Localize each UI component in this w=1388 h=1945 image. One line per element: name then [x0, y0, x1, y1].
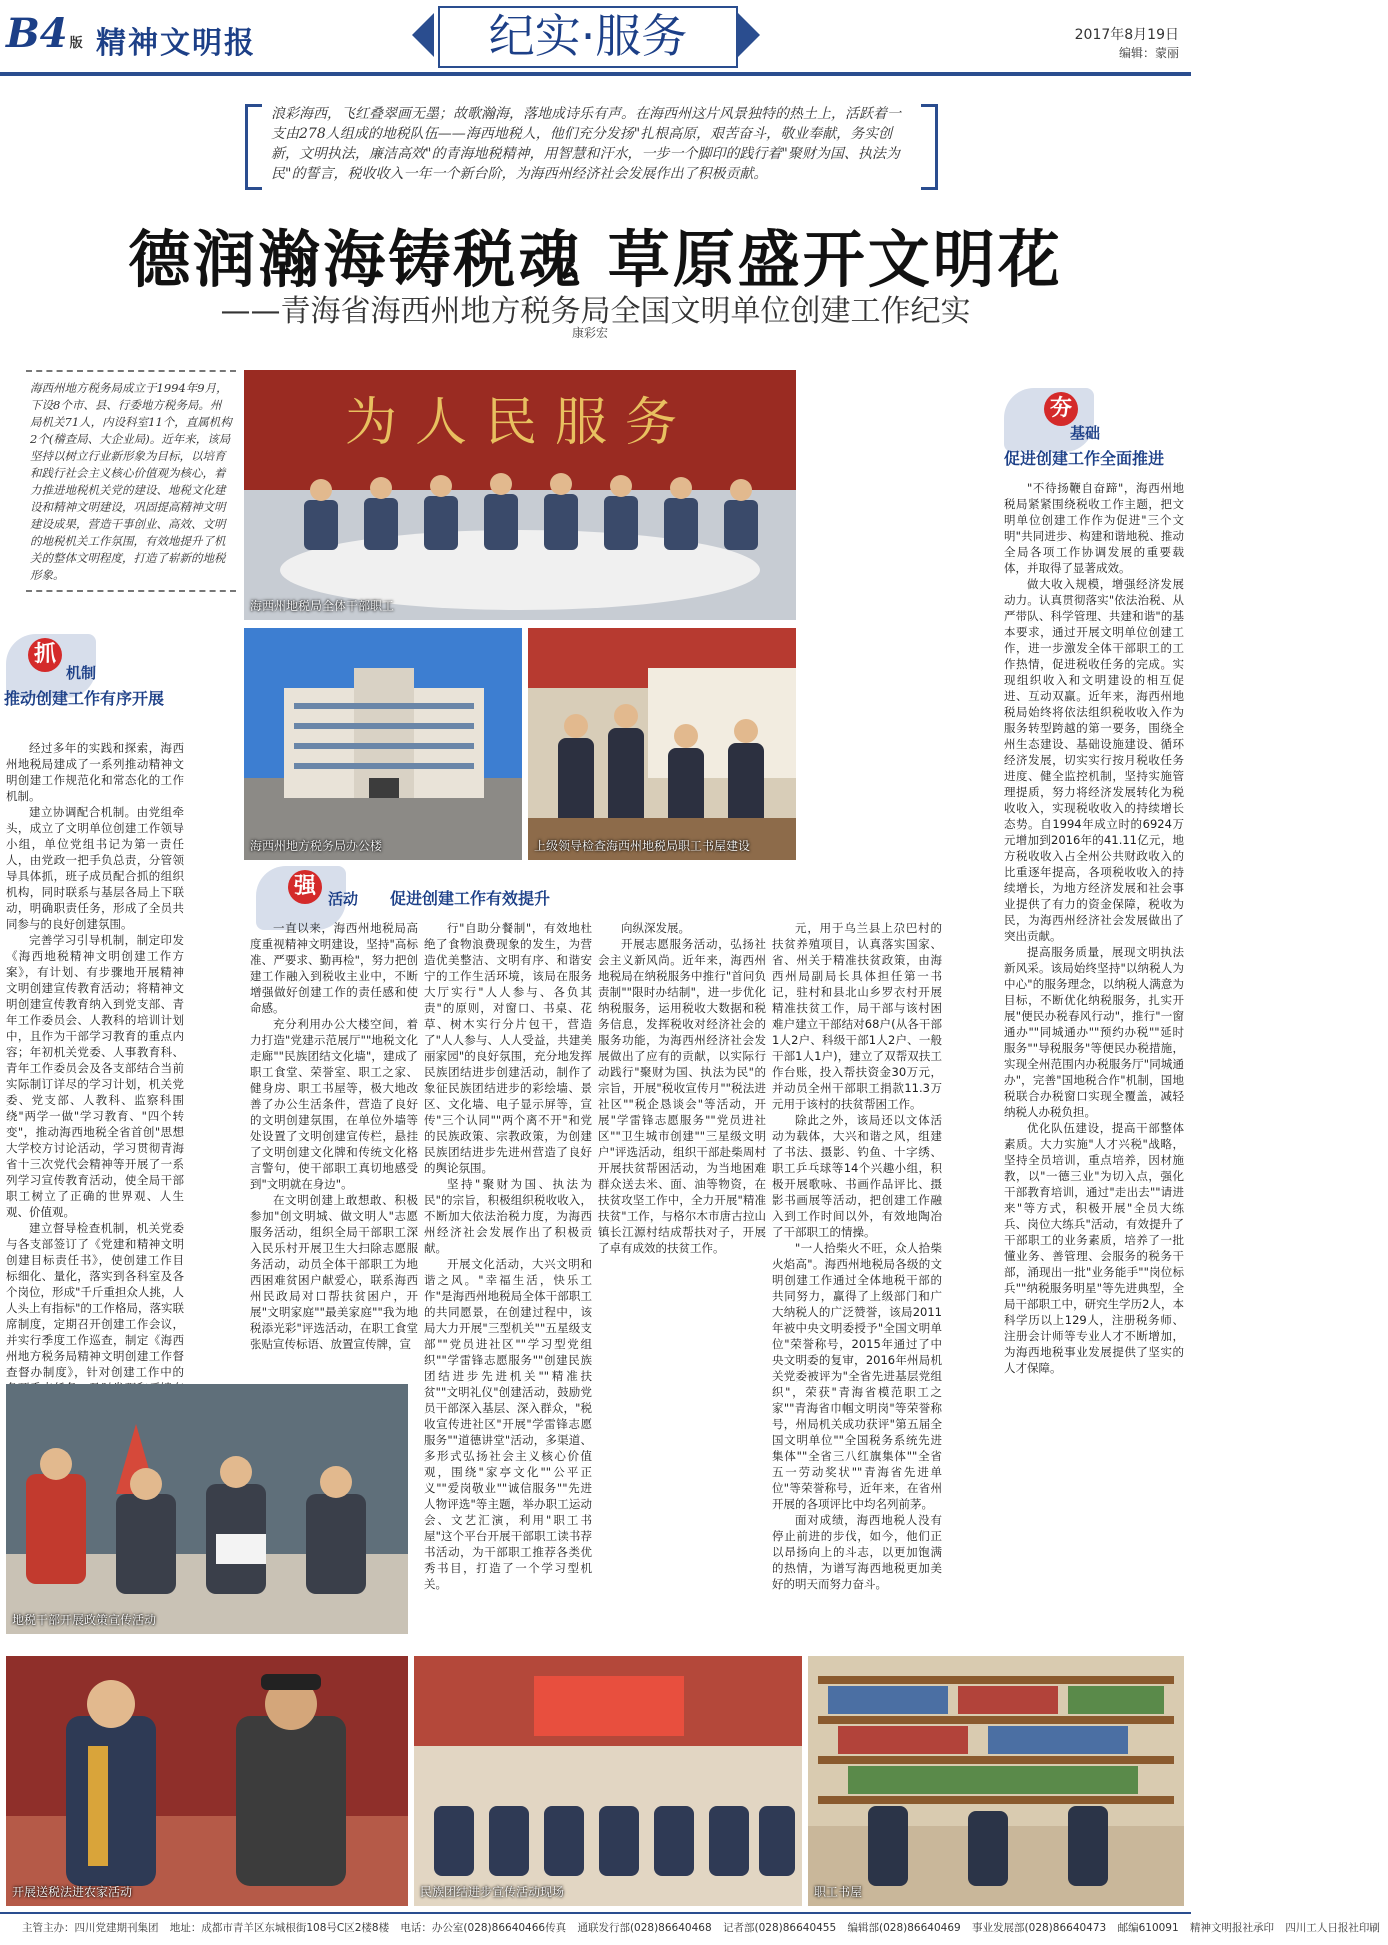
footer-item: 邮编610091 [1117, 1922, 1179, 1934]
section-badge: 强 [288, 870, 322, 904]
photo-caption: 上级领导检查海西州地税局职工书屋建设 [534, 839, 751, 853]
summary-box [26, 370, 236, 592]
author-byline: 康彩宏 [572, 326, 609, 340]
footer-item: 主管主办：四川党建期刊集团 [22, 1922, 159, 1934]
svg-text:为人民服务: 为人民服务 [344, 393, 696, 453]
paragraph: 行"自助分餐制"，有效地杜绝了食物浪费现象的发生，为营造优美整洁、文明有序、和谐安宁的工作生活环境，该局在服务大厅实行"人人参与、各负其责"的原则，对窗口、书桌、花草、树木实行分片包干，营造了"人人参与、人人受益，共建美丽家园"的良好氛围，充分地发挥民族团结进步创建活动，制作了象征民族团结进步的彩绘墙、景区、文化墙、电子显示屏等，宣传"三个认同""两个离不开"和党的民族政策、宗教政策，为创建民族团结进步先进州营造了良好的舆论氛围。 [424, 921, 592, 1175]
promotion-illustration [6, 1384, 408, 1634]
section-word: 活动 [328, 890, 359, 908]
paragraph: 做大收入规模，增强经济发展动力。认真贯彻落实"依法治税、从严带队、科学管理、共建和谐"的基本要求，通过开展文明单位创建工作，进一步激发全体干部职工的工作热情，促进税收任务的完成。实现组织收入和文明建设的相互促进、互动双赢。近年来，海西州地税局始终将依法组织税收收入作为服务转型跨越的第一要务，围绕全州生态建设、基础设施建设、循环经济发展，切实实行按月税收任务进度、健全监控机制，坚持实施管理提质，努力将经济发展转化为税收收入，实现税收收入的持续增长态势。自1994年成立时的6924万元增加到2016年的41.11亿元，地方税收收入占全州公共财政收入的比重逐年提高，各项税收收入的持续增长，为地方经济发展和社会事业提供了有力的资金保障，税收为民，为海西州经济社会发展做出了突出贡献。 [1004, 577, 1184, 943]
footer-item: 四川工人日报社印刷 [1285, 1922, 1380, 1934]
visit-illustration [6, 1656, 408, 1906]
photo-unity-event [414, 1656, 802, 1906]
section-title: 促进创建工作全面推进 [1004, 449, 1165, 468]
page-suffix: 版 [69, 36, 83, 51]
footer-item: 地址：成都市青羊区东城根街108号C区2楼8楼 [169, 1922, 390, 1934]
newspaper-logo: 精神文明报 [96, 26, 256, 61]
photo-staff-library [808, 1656, 1184, 1906]
footer-item: 记者部(028)86640455 [722, 1922, 837, 1934]
photo-policy-promotion [6, 1384, 408, 1634]
page-footer [0, 1912, 1380, 1945]
photo-caption: 海西州地税局全体干部职工 [250, 599, 395, 613]
paragraph: 提高服务质量，展现文明执法新风采。该局始终坚持"以纳税人为中心"的服务理念，以纳税人满意为目标，不断优化纳税服务，扎实开展"便民办税春风行动"，推行"一窗通办""同城通办""预约办税""延时服务""导税服务"等便民办税措施，实现全州范围内办税服务厅"同城通办"，完善"国地税合作"机制，国地税联合办税窗口实现全覆盖，减轻纳税人办税负担。 [1004, 945, 1184, 1119]
paragraph: 开展志愿服务活动，弘扬社会主义新风尚。近年来，海西州地税局在纳税服务中推行"首问负责制""限时办结制"，进一步优化纳税服务，运用税收大数据和税务信息，发挥税收对经济社会的服务功能，为海西州经济社会发展做出了应有的贡献，以实际行动践行"聚财为国、执法为民"的宗旨，开展"税收宣传月""税法进社区""税企恳谈会"等活动，开展"学雷锋志愿服务""党员进社区""卫生城市创建""三星级文明户"评选活动，组织干部赴柴周村开展扶贫帮困活动，为当地困难群众送去米、面、油等物资，在扶贫攻坚工作中，全力开展"精准扶贫"工作，与格尔木市唐古拉山镇长江源村结成帮扶对子，开展了卓有成效的扶贫工作。 [598, 937, 766, 1255]
paragraph: 元，用于乌兰县上尕巴村的扶贫养殖项目，认真落实国家、省、州关于精准扶贫政策，由海西州局副局长具体担任第一书记，驻村和县北山乡罗衣村开展精准扶贫工作，局干部与该村困难户建立干部结对68户(从各干部1人2户、科级干部1人2户、一般干部1人1户)，建立了双帮双扶工作台账，投入帮扶资金30万元，并动员全州干部职工捐款11.3万元用于该村的扶贫帮困工作。 [772, 921, 942, 1111]
text-column-3 [424, 920, 592, 1640]
text-column-4 [598, 920, 766, 1640]
headline: 德润瀚海铸税魂 草原盛开文明花 [128, 223, 1063, 296]
editor-credit: 编辑：蒙丽 [1118, 46, 1179, 60]
footer-item: 精神文明报社承印 [1190, 1922, 1275, 1934]
paragraph: 开展文化活动，大兴文明和谐之风。"幸福生活，快乐工作"是海西州地税局全体干部职工的共同愿景，在创建过程中，该局大力开展"三型机关""五星级支部""党员进社区""学习型党组织""学雷锋志愿服务""创建民族团结进步先进机关""精准扶贫""文明礼仪"创建活动，鼓励党员干部深入基层、深入群众，"税收宣传进社区"开展"学雷锋志愿服务""道德讲堂"活动，多渠道、多形式弘扬社会主义核心价值观，围绕"家亭文化""公平正义""爱岗敬业""诚信服务""先进人物评选"等主题，举办职工运动会、文艺汇演，利用"职工书屋"这个平台开展干部职工读书荐书活动，为干部职工推荐各类优秀书目，打造了一个学习型机关。 [424, 1257, 592, 1591]
text-column-1 [6, 740, 184, 1379]
footer-item: 电话：办公室(028)86640466传真 [400, 1922, 567, 1934]
text-column-6 [1004, 480, 1184, 1660]
paragraph: 完善学习引导机制，制定印发《海西地税精神文明创建工作方案》，有计划、有步骤地开展精神文明创建宣传教育活动；将精神文明创建宣传教育纳入到党支部、青年工作委员会、人教科的培训计划中，且作为干部学习教育的重点内容；年初机关党委、人事教育科、青年工作委员会及各支部结合当前实际制订详尽的学习计划，机关党委、党支部、人教科、监察科围绕"两学一做"学习教育、"四个转变"，推动海西地税全省首创"思想大学校方讨论活动，学习贯彻青海省十三次党代会精神等开展了一系列学习宣传教育活动，使全局干部职工树立了正确的世界观、人生观、价值观。 [6, 933, 184, 1219]
library-illustration [808, 1656, 1184, 1906]
section-badge: 夯 [1044, 392, 1078, 426]
paragraph: "不待扬鞭自奋蹄"，海西州地税局紧紧围绕税收工作主题，把文明单位创建工作作为促进"三个文明"共同进步、构建和谐地税、推动全局各项工作协调发展的重要载体，并取得了显著成效。 [1004, 481, 1184, 575]
section-title: 促进创建工作有效提升 [390, 889, 551, 908]
paragraph: 除此之外，该局还以文体活动为载体，大兴和谐之风，组建了书法、摄影、钓鱼、十字绣、职工乒乓球等14个兴趣小组，积极开展歌咏、书画作品评比、摄影书画展等活动，把创建工作融入到工作时间以外，有效地陶冶了干部职工的情操。 [772, 1113, 942, 1239]
intro-quote: 浪彩海西，飞红叠翠画无墨；故歌瀚海，落地成诗乐有声。在海西州这片风景独特的热土上，活跃着一支由278人组成的地税队伍——海西地税人，他们充分发扬"扎根高原，艰苦奋斗，敬业奉献，务实创新，文明执法，廉洁高效"的青海地税精神，用智慧和汗水，一步一个脚印的践行着"聚财为国、执法为民"的誓言，税收收入一年一个新台阶，为海西州经济社会发展作出了积极贡献。 [271, 106, 901, 182]
section-word: 基础 [1070, 424, 1101, 442]
paragraph: 一直以来，海西州地税局高度重视精神文明建设，坚持"高标准、严要求、勤再检"，努力把创建工作融入到税收主业中，不断增强做好创建工作的责任感和使命感。 [250, 921, 418, 1015]
paragraph: 面对成绩，海西地税人没有停止前进的步伐，如今，他们正以昂扬向上的斗志，以更加饱满的热情，为谱写海西地税更加美好的明天而努力奋斗。 [772, 1513, 942, 1591]
photo-inspection [528, 628, 796, 860]
photo-caption: 开展送税法进农家活动 [12, 1885, 133, 1899]
section-word: 机制 [66, 664, 97, 682]
event-illustration [414, 1656, 802, 1906]
photo-caption: 海西州地方税务局办公楼 [250, 839, 383, 853]
paragraph: "一人拾柴火不旺，众人拾柴火焰高"。海西州地税局各级的文明创建工作通过全体地税干部的共同努力，赢得了上级部门和广大纳税人的广泛赞誉，该局2011年被中央文明委授予"全国文明单位"荣誉称号，2015年通过了中央文明委的复审，2016年州局机关党委被评为"全省先进基层党组织"，荣获"青海省模范职工之家""青海省巾帼文明岗"等荣誉称号，州局机关成功获评"第五届全国文明单位""全国税务系统先进集体""全省三八红旗集体""全省五一劳动奖状""青海省先进单位"等荣誉称号，近年来，在省州开展的各项评比中均名列前茅。 [772, 1241, 942, 1511]
quote-bracket-right [921, 104, 938, 190]
footer-item: 事业发展部(028)86640473 [972, 1922, 1107, 1934]
paragraph: 充分利用办公大楼空间，着力打造"党建示范展厅""地税文化走廊""民族团结文化墙"，建成了职工食堂、荣誉室、职工之家、健身房、职工书屋等，极大地改善了办公生活条件，营造了良好的文明创建氛围，在单位外墙等处设置了文明创建宣传栏，悬挂了文明创建文化牌和传统文化格言警句，使干部职工真切地感受到"文明就在身边"。 [250, 1017, 418, 1191]
paragraph: 建立协调配合机制。由党组牵头，成立了文明单位创建工作领导小组，单位党组书记为第一责任人，由党政一把手负总责，分管领导具体抓，班子成员配合抓的组织机构，同时联系与基层各局上下联动，明确职责任务，形成了全员共同参与的良好创建氛围。 [6, 805, 184, 931]
paragraph: 向纵深发展。 [621, 921, 690, 935]
section-title: 纪实·服务 [438, 6, 738, 68]
footer-item: 通联发行部(028)86640468 [577, 1922, 712, 1934]
triangle-left-icon [412, 13, 434, 57]
paragraph: 在文明创建上敢想敢、积极参加"创文明城、做文明人"志愿服务活动，组织全局干部职工深入民乐村开展卫生大扫除志愿服务活动，动员全体干部职工为地西困难贫困户献爱心，联系海西州民政局对口帮扶贫困户，开展"文明家庭""最美家庭""我为地税添光彩"评选活动，在职工食堂张贴宣传标语、放置宣传牌，宣 [250, 1193, 418, 1351]
photo-caption: 民族团结进步宣传活动现场 [420, 1885, 565, 1899]
sub-headline: ——青海省海西州地方税务局全国文明单位创建工作纪实 [220, 294, 971, 329]
text-column-2 [250, 920, 418, 1370]
photo-meeting [244, 370, 796, 620]
paragraph: 建立督导检查机制，机关党委与各支部签订了《党建和精神文明创建目标责任书》，使创建工作目标细化、量化，落实到各科室及各个岗位，形成"千斤重担众人挑，人人头上有指标"的工作格局，落实联席制度，定期召开创建工作会议，并实行季度工作巡查，制定《海西州地方税务局精神文明创建工作督查督办制度》，针对创建工作中的 [6, 1221, 184, 1379]
building-illustration [244, 628, 522, 860]
summary-text: 海西州地方税务局成立于1994年9月，下设8个市、县、行委地方税务局。州局机关71人，内设科室11个，直属机构2个(稽查局、大企业局)。近年来，该局坚持以树立行业新形象为目标，以培育和践行社会主义核心价值观为核心，着力推进地税机关党的建设、地税文化建设和精神文明建设，巩固提高精神文明建设成果，营造干事创业、高效、文明的地税机关工作氛围，有效地提升了机关的整体文明程度，打造了崭新的地税形象。 [30, 381, 232, 582]
meeting-illustration [244, 370, 796, 620]
inspection-illustration [528, 628, 796, 860]
footer-item: 编辑部(028)86640469 [847, 1922, 961, 1934]
photo-caption: 地税干部开展政策宣传活动 [12, 1613, 157, 1627]
section-title: 推动创建工作有序开展 [4, 689, 165, 708]
triangle-right-icon [738, 13, 760, 57]
text-column-5 [772, 920, 942, 1640]
photo-tax-law-visit [6, 1656, 408, 1906]
photo-building [244, 628, 522, 860]
photo-caption: 职工书屋 [814, 1885, 863, 1899]
page-number: B4 版 [6, 10, 83, 57]
paragraph: 坚持"聚财为国、执法为民"的宗旨，积极组织税收收入，不断加大依法治税力度，为海西州经济社会发展作出了积极贡献。 [424, 1177, 592, 1255]
paragraph: 优化队伍建设，提高干部整体素质。大力实施"人才兴税"战略，坚持全员培训，重点培养，因材施教，以"一德三业"为切入点，强化干部教育培训，通过"走出去""请进来"等方式，积极开展"全员大练兵、岗位大练兵"活动，有效提升了干部职工的业务素质，培养了一批懂业务、善管理、会服务的税务干部，涌现出一批"业务能手""岗位标兵""纳税服务明星"等先进典型，全局干部职工中，研究生学历2人，本科学历以上129人，注册税务师、注册会计师等专业人才不断增加，为海西地税事业发展提供了坚实的人才保障。 [1004, 1121, 1184, 1375]
paragraph: 经过多年的实践和探索，海西州地税局建成了一系列推动精神文明创建工作规范化和常态化的工作机制。 [6, 741, 184, 803]
section-badge: 抓 [28, 638, 62, 672]
issue-date: 2017年8月19日 [1074, 27, 1179, 43]
